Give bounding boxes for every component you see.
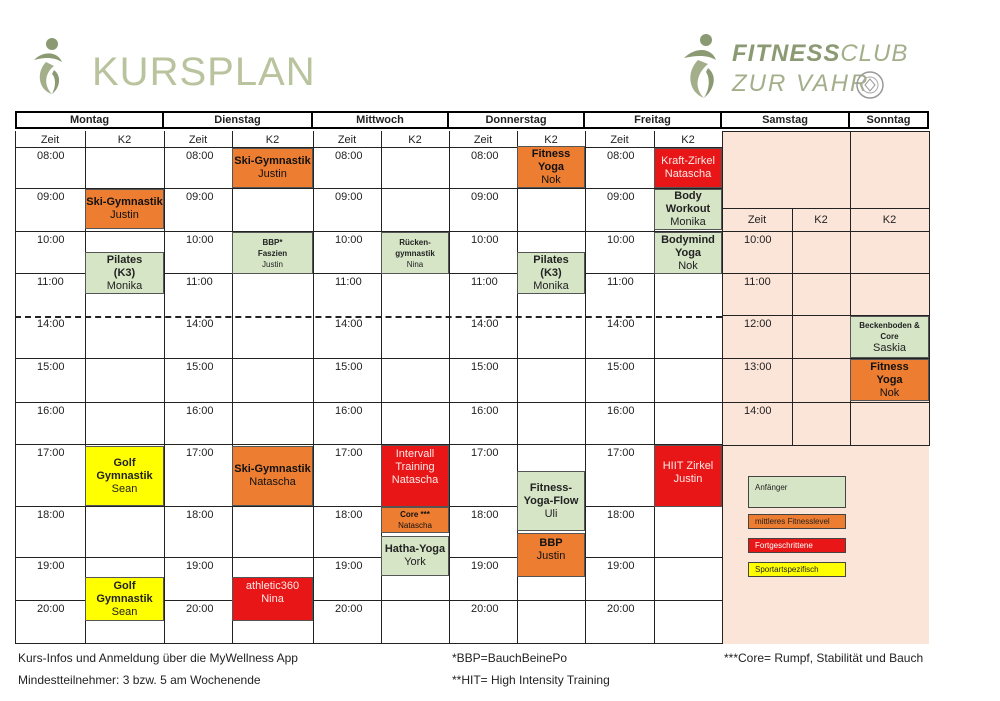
grid-hline xyxy=(722,273,929,274)
grid-hline xyxy=(722,402,929,403)
legend-beginner-label: Anfänger xyxy=(755,483,788,492)
course-name: Rücken-gymnastik xyxy=(395,237,435,258)
fitness-club-logo-figure xyxy=(680,32,720,102)
brand-club: CLUB xyxy=(840,40,909,67)
course-card[interactable] xyxy=(85,252,164,294)
footer-info: Kurs-Infos und Anmeldung über die MyWellness App xyxy=(18,651,298,665)
course-card[interactable] xyxy=(654,148,722,188)
course-trainer: Nina xyxy=(261,593,284,605)
course-trainer: Monika xyxy=(106,279,143,292)
time-label: 10:00 xyxy=(335,234,363,246)
time-label: 14:00 xyxy=(335,318,363,330)
time-label: 14:00 xyxy=(186,318,214,330)
course-name: Fitness Yoga xyxy=(531,147,571,173)
day-tuesday: Dienstag xyxy=(164,111,313,129)
column-header-time: Zeit xyxy=(747,214,767,226)
course-trainer: Sean xyxy=(111,605,138,618)
course-name: Pilates (K3) xyxy=(106,253,143,279)
time-label: 08:00 xyxy=(186,150,214,162)
seal-icon xyxy=(855,70,885,100)
course-card[interactable] xyxy=(517,471,585,531)
day-saturday: Samstag xyxy=(722,111,850,129)
time-label: 10:00 xyxy=(37,234,65,246)
column-header-time: Zeit xyxy=(610,133,629,146)
time-label: 19:00 xyxy=(335,560,363,572)
course-name: BBP xyxy=(539,537,563,549)
time-label: 20:00 xyxy=(186,603,214,615)
column-header-room: K2 xyxy=(814,214,828,226)
time-label: 15:00 xyxy=(186,361,214,373)
grid-vline xyxy=(232,131,233,644)
course-trainer: Natascha xyxy=(249,476,296,488)
course-card[interactable] xyxy=(654,232,722,274)
time-label: 15:00 xyxy=(335,361,363,373)
legend-sport-label: Sportartspezifisch xyxy=(755,565,819,574)
time-label: 11:00 xyxy=(471,276,498,288)
time-label: 18:00 xyxy=(471,509,499,521)
course-card[interactable] xyxy=(232,577,313,621)
footer-hit-note: **HIT= High Intensity Training xyxy=(452,673,610,687)
footer-min-participants: Mindestteilnehmer: 3 bzw. 5 am Wochenende xyxy=(18,673,261,687)
time-label: 20:00 xyxy=(471,603,499,615)
grid-vline xyxy=(792,209,793,446)
day-friday: Freitag xyxy=(585,111,722,129)
time-label: 16:00 xyxy=(607,405,635,417)
footer-core-note: ***Core= Rumpf, Stabilität und Bauch xyxy=(724,651,924,665)
time-label: 17:00 xyxy=(471,447,499,459)
course-name: Body Workout xyxy=(665,190,711,215)
time-label: 14:00 xyxy=(607,318,635,330)
time-label: 09:00 xyxy=(471,191,499,203)
time-label: 09:00 xyxy=(37,191,65,203)
course-trainer: Monika xyxy=(533,279,569,292)
time-label: 19:00 xyxy=(471,560,499,572)
time-label: 10:00 xyxy=(471,234,499,246)
legend-advanced-label: Fortgeschrittene xyxy=(755,541,813,550)
legend-medium-label: mittleres Fitnesslevel xyxy=(755,517,830,526)
course-trainer: Sean xyxy=(111,482,138,495)
column-header-room: K2 xyxy=(265,133,280,146)
column-header-room: K2 xyxy=(117,133,132,146)
time-label: 08:00 xyxy=(37,150,65,162)
course-card[interactable] xyxy=(85,189,164,229)
legend-beginner xyxy=(748,476,846,508)
course-card[interactable] xyxy=(850,359,929,401)
grid-hline xyxy=(722,208,929,209)
course-name: Core *** xyxy=(400,510,430,519)
time-label: 08:00 xyxy=(607,150,635,162)
time-label: 11:00 xyxy=(37,276,64,288)
column-header-time: Zeit xyxy=(188,133,208,146)
time-label: 16:00 xyxy=(471,405,499,417)
grid-vline xyxy=(929,131,930,209)
course-card[interactable] xyxy=(381,232,449,274)
course-name: Ski-Gymnastik xyxy=(86,196,163,208)
column-header-room: K2 xyxy=(544,133,558,146)
time-label: 12:00 xyxy=(744,318,772,330)
grid-vline xyxy=(722,209,723,446)
brand-location: ZUR VAHR xyxy=(732,70,870,97)
time-label: 19:00 xyxy=(37,560,65,572)
column-header-room: K2 xyxy=(681,133,695,146)
course-trainer: Nok xyxy=(678,259,698,272)
course-card[interactable] xyxy=(381,536,449,576)
time-label: 16:00 xyxy=(335,405,363,417)
time-label: 19:00 xyxy=(186,560,214,572)
brand-name xyxy=(732,40,908,68)
course-card[interactable] xyxy=(232,446,313,506)
course-card[interactable] xyxy=(381,445,449,507)
course-trainer: Justin xyxy=(262,259,283,269)
column-header-room: K2 xyxy=(408,133,422,146)
time-label: 14:00 xyxy=(37,318,65,330)
course-card[interactable] xyxy=(517,146,585,188)
brand-fitness: FITNESS xyxy=(732,40,841,67)
time-label: 11:00 xyxy=(744,276,771,288)
course-name: Intervall Training xyxy=(395,448,435,473)
grid-hline xyxy=(722,131,930,132)
course-trainer: Justin xyxy=(110,209,139,221)
course-card[interactable] xyxy=(654,445,722,507)
time-label: 09:00 xyxy=(335,191,363,203)
time-label: 11:00 xyxy=(186,276,213,288)
legend-sport xyxy=(748,562,846,577)
time-label: 10:00 xyxy=(744,234,772,246)
course-name: Kraft-Zirkel xyxy=(661,155,715,167)
course-trainer: Saskia xyxy=(872,341,907,354)
course-name: Ski-Gymnastik xyxy=(234,155,311,167)
course-name: Ski-Gymnastik xyxy=(234,463,311,475)
course-name: HIIT Zirkel xyxy=(662,460,714,472)
legend-advanced xyxy=(748,538,846,553)
page-title: KURSPLAN xyxy=(92,50,316,94)
course-trainer: Uli xyxy=(544,507,558,520)
course-card[interactable] xyxy=(381,507,449,533)
column-header-time: Zeit xyxy=(40,133,60,146)
time-label: 08:00 xyxy=(471,150,499,162)
course-card[interactable] xyxy=(232,232,313,274)
course-name: Fitness Yoga xyxy=(870,360,909,386)
time-label: 16:00 xyxy=(186,405,214,417)
time-label: 16:00 xyxy=(37,405,65,417)
course-name: Fitness-Yoga-Flow xyxy=(523,481,579,507)
time-label: 14:00 xyxy=(744,405,772,417)
time-label: 10:00 xyxy=(186,234,214,246)
time-label: 11:00 xyxy=(335,276,362,288)
midday-separator xyxy=(15,316,722,318)
time-label: 13:00 xyxy=(744,361,772,373)
time-label: 20:00 xyxy=(335,603,363,615)
time-label: 17:00 xyxy=(186,447,214,459)
legend-medium xyxy=(748,514,846,529)
time-label: 18:00 xyxy=(607,509,635,521)
time-label: 18:00 xyxy=(37,509,65,521)
time-label: 09:00 xyxy=(186,191,214,203)
course-card[interactable] xyxy=(85,446,164,506)
course-trainer: Monika xyxy=(670,216,706,228)
column-header-time: Zeit xyxy=(337,133,357,146)
course-name: Bodymind Yoga xyxy=(661,233,715,259)
footer-bbp-note: *BBP=BauchBeinePo xyxy=(452,651,568,665)
column-header-time: Zeit xyxy=(473,133,493,146)
course-name: Hatha-Yoga xyxy=(384,543,446,555)
course-card[interactable] xyxy=(232,148,313,188)
course-name: Pilates (K3) xyxy=(533,253,569,279)
time-label: 17:00 xyxy=(607,447,635,459)
day-wednesday: Mittwoch xyxy=(313,111,449,129)
time-label: 18:00 xyxy=(186,509,214,521)
course-trainer: York xyxy=(404,556,426,568)
time-label: 17:00 xyxy=(335,447,363,459)
course-trainer: Nok xyxy=(879,386,900,399)
course-schedule xyxy=(15,111,929,644)
time-label: 18:00 xyxy=(335,509,363,521)
course-card[interactable] xyxy=(85,577,164,621)
course-trainer: Nina xyxy=(406,259,424,269)
course-name: Beckenboden & Core xyxy=(859,320,920,341)
grid-hline xyxy=(722,231,929,232)
fitness-figure-logo xyxy=(28,36,68,98)
time-label: 15:00 xyxy=(607,361,635,373)
grid-hline xyxy=(15,643,722,644)
time-label: 20:00 xyxy=(607,603,635,615)
course-trainer: Justin xyxy=(536,550,566,562)
grid-vline xyxy=(850,131,851,209)
time-label: 15:00 xyxy=(37,361,65,373)
course-trainer: Natascha xyxy=(391,474,439,486)
course-name: athletic360 xyxy=(245,580,300,592)
time-label: 09:00 xyxy=(607,191,635,203)
course-card[interactable] xyxy=(850,316,929,358)
time-label: 14:00 xyxy=(471,318,499,330)
day-thursday: Donnerstag xyxy=(449,111,585,129)
day-sunday: Sonntag xyxy=(850,111,929,129)
grid-vline xyxy=(929,209,930,446)
time-label: 15:00 xyxy=(471,361,499,373)
time-label: 10:00 xyxy=(607,234,635,246)
course-name: Golf Gymnastik xyxy=(96,579,153,605)
course-trainer: Natascha xyxy=(398,521,432,530)
course-card[interactable] xyxy=(654,189,722,230)
course-trainer: Justin xyxy=(258,168,287,180)
time-label: 17:00 xyxy=(37,447,65,459)
course-trainer: Nok xyxy=(541,173,561,186)
course-trainer: Justin xyxy=(673,473,703,485)
time-label: 11:00 xyxy=(607,276,634,288)
course-card[interactable] xyxy=(517,533,585,577)
time-label: 19:00 xyxy=(607,560,635,572)
grid-hline xyxy=(722,445,929,446)
time-label: 08:00 xyxy=(335,150,363,162)
day-monday: Montag xyxy=(15,111,164,129)
course-name: BBP* Faszien xyxy=(257,237,288,258)
course-name: Golf Gymnastik xyxy=(96,456,153,482)
column-header-room: K2 xyxy=(882,214,897,226)
course-trainer: Natascha xyxy=(664,168,712,180)
time-label: 20:00 xyxy=(37,603,65,615)
course-card[interactable] xyxy=(517,252,585,294)
